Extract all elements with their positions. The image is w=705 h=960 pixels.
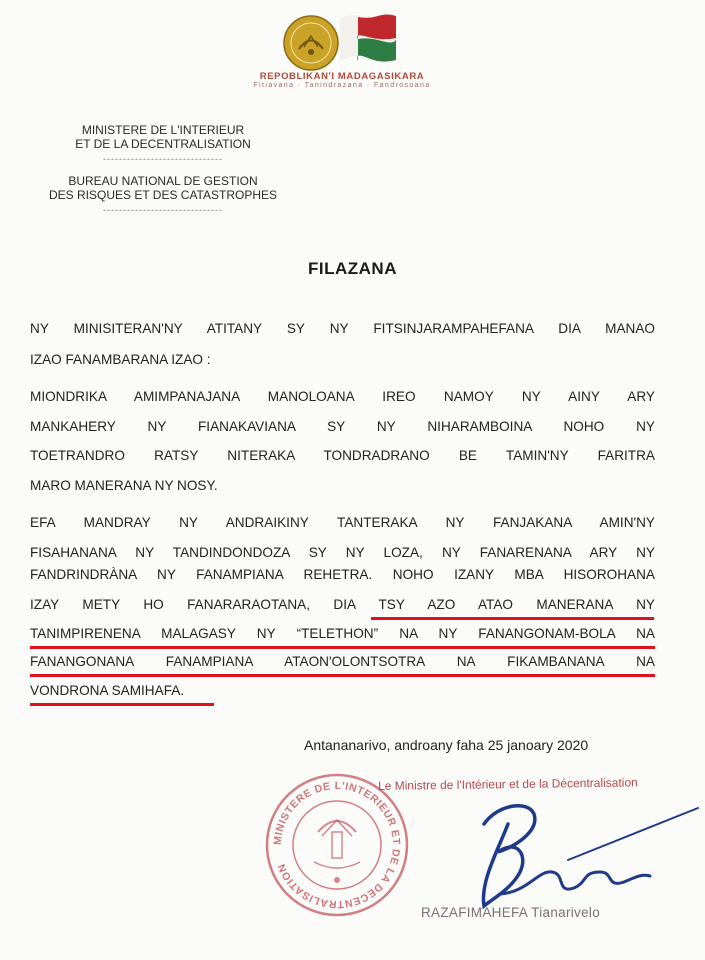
- svg-text:MINISTERE DE L'INTERIEUR ET DE: [272, 780, 402, 910]
- paragraph-3-line: VONDRONA SAMIHAFA.: [30, 683, 185, 698]
- date-line: Antananarivo, androany faha 25 janoary 2020: [304, 737, 589, 753]
- highlight-underline: [371, 617, 654, 620]
- bureau-line-2: DES RISQUES ET DES CATASTROPHES: [48, 188, 278, 202]
- minister-title: Le Ministre de l'Intérieur et de la Décentralisation: [377, 775, 638, 793]
- ministry-header: [30, 123, 296, 225]
- paragraph-3-line: TANIMPIRENENA MALAGASY NY “TELETHON” NA NY FANANGONAM-BOLA NA: [30, 626, 655, 641]
- stamp-text: MINISTERE DE L'INTERIEUR ET DE LA DECENTRALISATION: [271, 779, 403, 911]
- paragraph-1-line: NY MINISITERAN'NY ATITANY SY NY FITSINJARAMPAHEFANA DIA MANAO: [30, 321, 655, 336]
- paragraph-2-line: MANKAHERY NY FIANAKAVIANA SY NY NIHARAMBOINA NOHO NY: [30, 419, 655, 434]
- republic-name: REPOBLIKAN'I MADAGASIKARA: [259, 71, 425, 82]
- separator: ------------------------------: [103, 154, 223, 164]
- minister-name: RAZAFIMAHEFA Tianarivelo: [421, 905, 601, 920]
- ministry-line-1: MINISTERE DE L'INTERIEUR: [81, 123, 245, 137]
- paragraph-2-line: MIONDRIKA AMIMPANAJANA MANOLOANA IREO NAMOY NY AINY ARY: [30, 389, 655, 404]
- separator: ------------------------------: [103, 205, 223, 215]
- paragraph-3-line: IZAY METY HO FANARARAOTANA, DIA TSY AZO ATAO MANERANA NY: [30, 597, 655, 612]
- highlight-underline: [30, 703, 214, 706]
- paragraph-2-line: MARO MANERANA NY NOSY.: [30, 478, 218, 493]
- republic-motto: Fitiavana · Tanindrazana · Fandrosoana: [253, 82, 431, 89]
- paragraph-3-line: EFA MANDRAY NY ANDRAIKINY TANTERAKA NY FANJAKANA AMIN'NY: [30, 515, 655, 530]
- bureau-line-1: BUREAU NATIONAL DE GESTION: [68, 174, 258, 188]
- paragraph-1-line: IZAO FANAMBARANA IZAO :: [30, 352, 211, 367]
- paragraph-3-line: FISAHANANA NY TANDINDONDOZA SY NY LOZA, NY FANARENANA ARY NY: [30, 545, 655, 560]
- paragraph-3-line: FANANGONANA FANAMPIANA ATAON'OLONTSOTRA NA FIKAMBANANA NA: [30, 654, 655, 669]
- highlight-underline: [30, 646, 655, 649]
- highlight-underline: [30, 674, 655, 677]
- document-title: FILAZANA: [308, 259, 397, 278]
- republic-seal: [282, 14, 340, 72]
- madagascar-flag: [338, 10, 398, 66]
- paragraph-3-line: FANDRINDRÀNA NY FANAMPIANA REHETRA. NOHO IZANY MBA HISOROHANA: [30, 567, 655, 582]
- paragraph-2-line: TOETRANDRO RATSY NITERAKA TONDRADRANO BE TAMIN'NY FARITRA: [30, 448, 655, 463]
- ministry-line-2: ET DE LA DECENTRALISATION: [75, 137, 251, 151]
